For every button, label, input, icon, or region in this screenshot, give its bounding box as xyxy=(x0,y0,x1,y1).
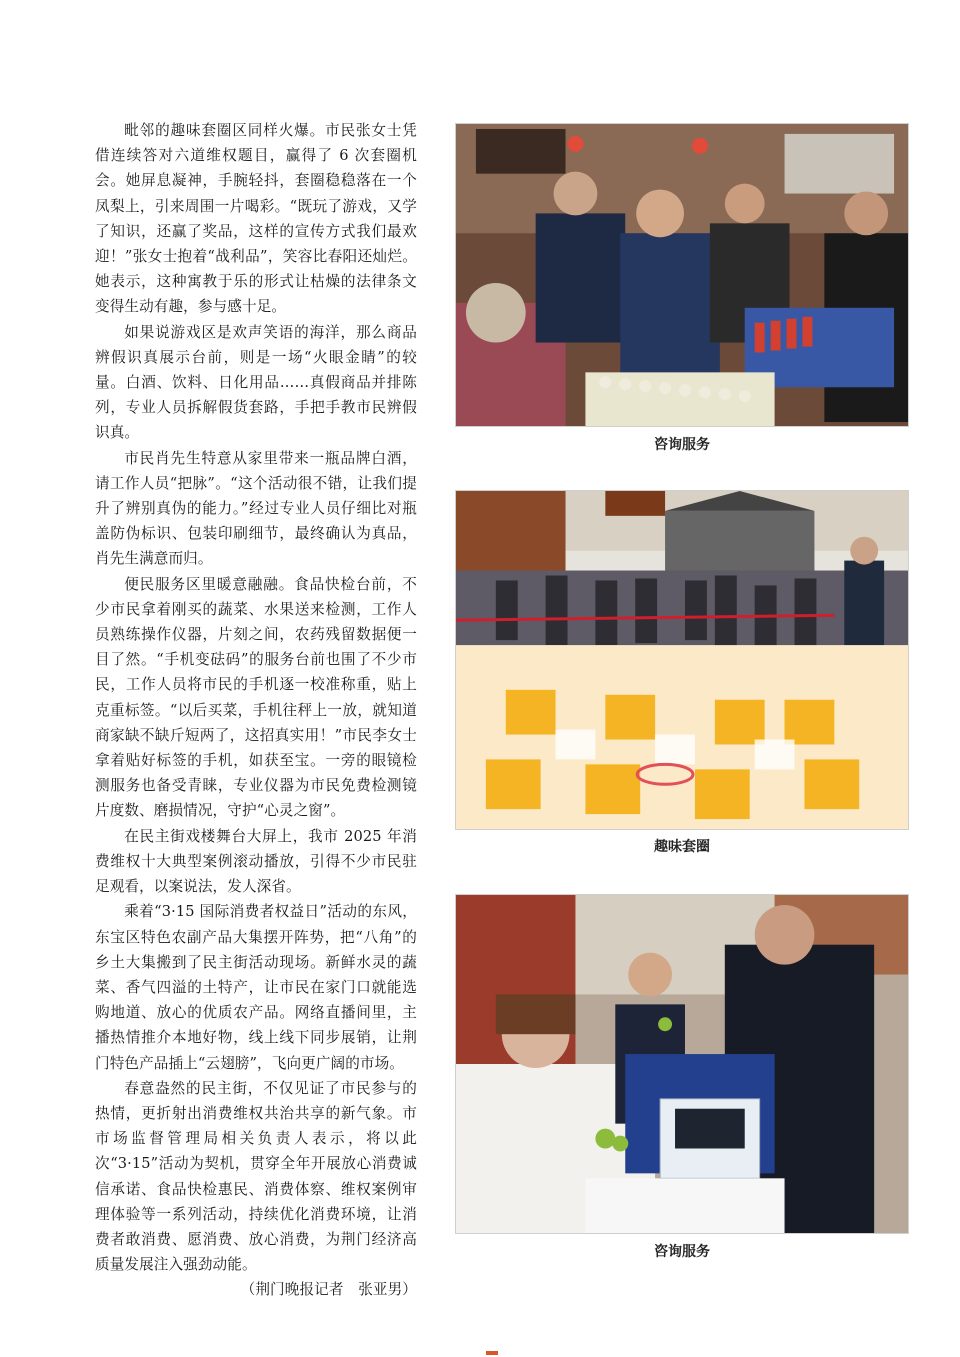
article-paragraph: 便民服务区里暖意融融。食品快检台前，不少市民拿着刚买的蔬菜、水果送来检测，工作人员熟练操作仪器，片刻之间，农药残留数据便一目了然。“手机变砝码”的服务台前也围了不少市民，工作人员将市民的手机逐一校准称重，贴上克重标签。“以后买菜，手机往秤上一放，就知道商家缺不缺斤短两了，这招真实用！”市民李女士拿着贴好标签的手机，如获至宝。一旁的眼镜检测服务也备受青睐，专业仪器为市民免费检测镜片度数、磨损情况，守护“心灵之窗”。 xyxy=(95,575,417,820)
photo-caption: 咨询服务 xyxy=(654,437,710,453)
page-marker xyxy=(486,1351,498,1355)
photo-consultation-testing xyxy=(455,894,909,1234)
article-paragraph-last xyxy=(95,1076,417,1299)
article-paragraph: 如果说游戏区是欢声笑语的海洋，那么商品辨假识真展示台前，则是一场“火眼金睛”的较量。白酒、饮料、日化用品……真假商品并排陈列，专业人员拆解假货套路，手把手教市民辨假识真。 xyxy=(95,323,417,442)
byline: （荆门晚报记者 张亚男） xyxy=(240,1281,417,1299)
article-body xyxy=(95,118,417,1303)
photo-caption: 趣味套圈 xyxy=(654,839,710,855)
article-paragraph: 在民主街戏楼舞台大屏上，我市 2025 年消费维权十大典型案例滚动播放，引得不少市民驻足观看，以案说法，发人深省。 xyxy=(95,827,417,896)
article-paragraph-text: 春意盎然的民主街，不仅见证了市民参与的热情，更折射出消费维权共治共享的新气象。市市场监督管理局相关负责人表示，将以此次“3·15”活动为契机，贯穿全年开展放心消费诚信承诺、食品快检惠民、消费体察、维权案例审理体验等一系列活动，持续优化消费环境，让消费者敢消费、愿消费、放心消费，为荆门经济高质量发展注入强劲动能。 xyxy=(95,1079,417,1274)
article-paragraph: 毗邻的趣味套圈区同样火爆。市民张女士凭借连续答对六道维权题目，赢得了 6 次套圈机会。她屏息凝神，手腕轻抖，套圈稳稳落在一个凤梨上，引来周围一片喝彩。“既玩了游戏，又学了知识，还赢了奖品，这样的宣传方式我们最欢迎！”张女士抱着“战利品”，笑容比春阳还灿烂。她表示，这种寓教于乐的形式让枯燥的法律条文变得生动有趣，参与感十足。 xyxy=(95,122,417,316)
photo-consultation-drinks xyxy=(455,123,909,427)
photo-caption: 咨询服务 xyxy=(654,1244,710,1260)
article-paragraph: 乘着“3·15 国际消费者权益日”活动的东风，东宝区特色农副产品大集摆开阵势，把“八角”的乡土大集搬到了民主街活动现场。新鲜水灵的蔬菜、香气四溢的土特产，让市民在家门口就能选购地道、放心的优质农产品。网络直播间里，主播热情推介本地好物，线上线下同步展销，让荆门特色产品插上“云翅膀”，飞向更广阔的市场。 xyxy=(95,903,417,1072)
photo-ring-toss xyxy=(455,490,909,830)
article-paragraph: 市民肖先生特意从家里带来一瓶品牌白酒，请工作人员“把脉”。“这个活动很不错，让我们提升了辨别真伪的能力。”经过专业人员仔细比对瓶盖防伪标识、包装印刷细节，最终确认为真品，肖先生满意而归。 xyxy=(95,449,417,568)
